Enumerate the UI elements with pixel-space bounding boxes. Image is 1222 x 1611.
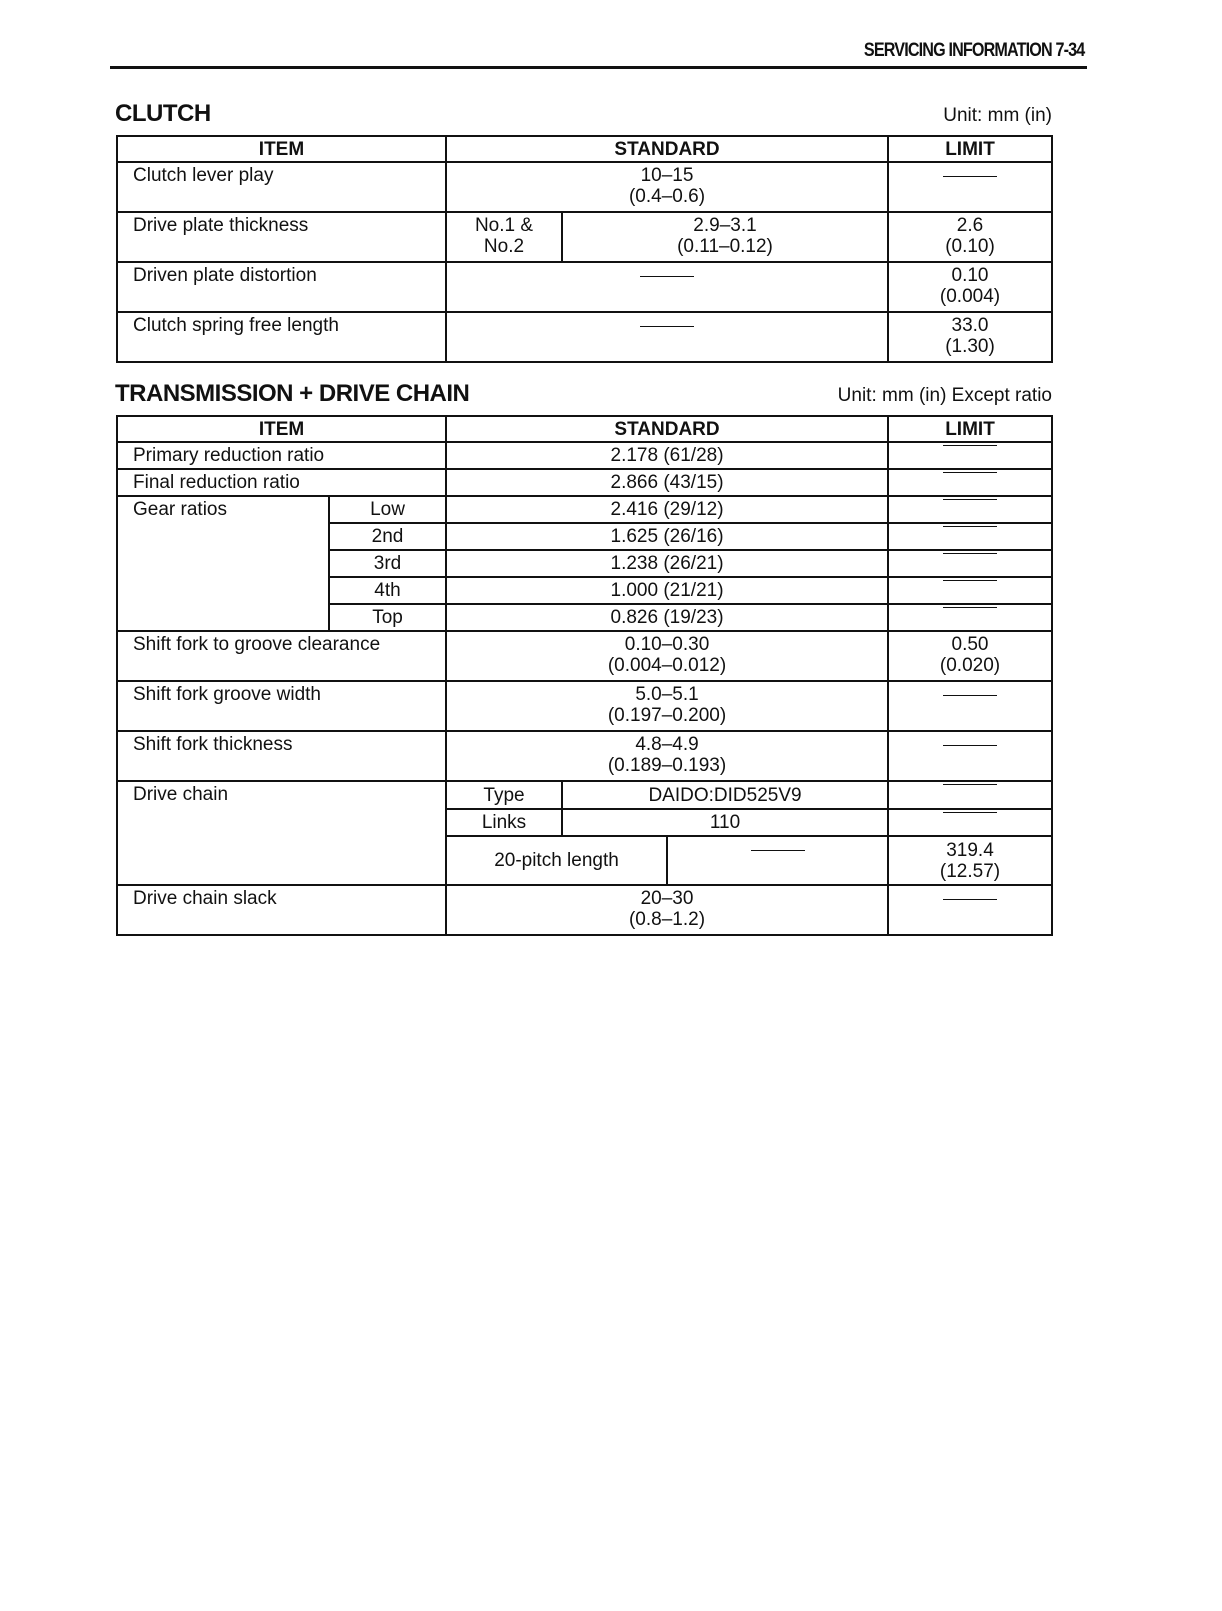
none-dash bbox=[943, 812, 997, 834]
standard-cell: DAIDO:DID525V9 bbox=[562, 781, 888, 809]
standard-cell bbox=[446, 681, 888, 731]
limit-cell bbox=[888, 836, 1052, 885]
clutch-unit: Unit: mm (in) bbox=[943, 105, 1052, 126]
value-in: (0.11–0.12) bbox=[677, 236, 773, 257]
sub-label: 20-pitch length bbox=[446, 836, 667, 885]
limit-cell bbox=[888, 469, 1052, 496]
item-cell: Shift fork groove width bbox=[117, 681, 446, 731]
limit-cell bbox=[888, 781, 1052, 809]
value-mm: 33.0 bbox=[951, 315, 989, 336]
item-cell: Clutch lever play bbox=[117, 162, 446, 212]
sub-cell bbox=[446, 212, 562, 262]
standard-cell: 0.826 (19/23) bbox=[446, 604, 888, 631]
clutch-table bbox=[116, 135, 1053, 363]
value-in: (0.8–1.2) bbox=[628, 909, 706, 930]
limit-cell bbox=[888, 442, 1052, 469]
table-row bbox=[117, 469, 1052, 496]
value-mm: 4.8–4.9 bbox=[635, 734, 699, 755]
item-cell: Drive plate thickness bbox=[117, 212, 446, 262]
standard-cell: 2.866 (43/15) bbox=[446, 469, 888, 496]
value-in: (0.004–0.012) bbox=[607, 655, 727, 676]
table-row bbox=[117, 496, 1052, 523]
none-dash bbox=[943, 526, 997, 548]
transmission-unit: Unit: mm (in) Except ratio bbox=[837, 385, 1052, 406]
none-dash bbox=[943, 499, 997, 521]
standard-cell bbox=[446, 885, 888, 935]
standard-cell bbox=[446, 731, 888, 781]
standard-cell: 1.000 (21/21) bbox=[446, 577, 888, 604]
value-mm: 0.10–0.30 bbox=[624, 634, 710, 655]
value-mm: 10–15 bbox=[640, 165, 694, 186]
col-item: ITEM bbox=[117, 136, 446, 162]
table-row bbox=[117, 162, 1052, 212]
gear-cell: Top bbox=[329, 604, 446, 631]
transmission-title: TRANSMISSION + DRIVE CHAIN bbox=[115, 380, 470, 407]
limit-cell bbox=[888, 162, 1052, 212]
item-cell: Driven plate distortion bbox=[117, 262, 446, 312]
sub-label: No.2 bbox=[483, 236, 525, 257]
item-cell: Drive chain bbox=[117, 781, 446, 885]
sub-label: No.1 & bbox=[474, 215, 534, 236]
limit-cell bbox=[888, 681, 1052, 731]
item-cell: Drive chain slack bbox=[117, 885, 446, 935]
value-in: (0.10) bbox=[945, 236, 995, 257]
none-dash bbox=[751, 850, 805, 872]
gear-cell: Low bbox=[329, 496, 446, 523]
item-cell: Shift fork to groove clearance bbox=[117, 631, 446, 681]
item-cell: Primary reduction ratio bbox=[117, 442, 446, 469]
gear-cell: 4th bbox=[329, 577, 446, 604]
gear-cell: 2nd bbox=[329, 523, 446, 550]
value-in: (0.4–0.6) bbox=[628, 186, 706, 207]
standard-cell bbox=[446, 312, 888, 362]
none-dash bbox=[943, 784, 997, 806]
table-row bbox=[117, 885, 1052, 935]
item-cell: Clutch spring free length bbox=[117, 312, 446, 362]
limit-cell bbox=[888, 631, 1052, 681]
standard-cell: 1.625 (26/16) bbox=[446, 523, 888, 550]
col-limit: LIMIT bbox=[888, 416, 1052, 442]
clutch-title: CLUTCH bbox=[115, 100, 211, 127]
standard-cell: 2.416 (29/12) bbox=[446, 496, 888, 523]
table-row bbox=[117, 681, 1052, 731]
standard-cell: 2.178 (61/28) bbox=[446, 442, 888, 469]
limit-cell bbox=[888, 523, 1052, 550]
limit-cell bbox=[888, 604, 1052, 631]
none-dash bbox=[943, 745, 997, 767]
value-in: (0.197–0.200) bbox=[607, 705, 727, 726]
value-mm: 0.50 bbox=[951, 634, 989, 655]
value-mm: 5.0–5.1 bbox=[635, 684, 699, 705]
limit-cell bbox=[888, 262, 1052, 312]
value-mm: 2.9–3.1 bbox=[693, 215, 757, 236]
none-dash bbox=[640, 276, 694, 298]
limit-cell bbox=[888, 312, 1052, 362]
none-dash bbox=[943, 695, 997, 717]
value-in: (0.020) bbox=[939, 655, 1001, 676]
none-dash bbox=[943, 445, 997, 467]
item-cell: Final reduction ratio bbox=[117, 469, 446, 496]
limit-cell bbox=[888, 885, 1052, 935]
value-in: (0.004) bbox=[939, 286, 1001, 307]
standard-cell bbox=[446, 631, 888, 681]
value-in: (0.189–0.193) bbox=[607, 755, 727, 776]
standard-cell bbox=[446, 162, 888, 212]
table-row bbox=[117, 262, 1052, 312]
value-mm: 20–30 bbox=[640, 888, 694, 909]
item-cell: Gear ratios bbox=[117, 496, 329, 631]
sub-label: Links bbox=[446, 809, 562, 836]
table-row bbox=[117, 442, 1052, 469]
header-rule bbox=[110, 66, 1087, 69]
limit-cell bbox=[888, 809, 1052, 836]
value-mm: 319.4 bbox=[946, 839, 994, 861]
standard-cell bbox=[446, 262, 888, 312]
standard-cell: 1.238 (26/21) bbox=[446, 550, 888, 577]
standard-cell bbox=[562, 212, 888, 262]
table-row bbox=[117, 731, 1052, 781]
none-dash bbox=[943, 553, 997, 575]
limit-cell bbox=[888, 577, 1052, 604]
running-header: SERVICING INFORMATION 7-34 bbox=[863, 40, 1084, 61]
standard-cell bbox=[667, 836, 888, 885]
col-limit: LIMIT bbox=[888, 136, 1052, 162]
table-row bbox=[117, 312, 1052, 362]
value-in: (1.30) bbox=[945, 336, 995, 357]
value-mm: 2.6 bbox=[956, 215, 984, 236]
none-dash bbox=[943, 176, 997, 198]
col-standard: STANDARD bbox=[446, 416, 888, 442]
value-in: (12.57) bbox=[939, 860, 1001, 882]
gear-cell: 3rd bbox=[329, 550, 446, 577]
standard-cell: 110 bbox=[562, 809, 888, 836]
col-item: ITEM bbox=[117, 416, 446, 442]
limit-cell bbox=[888, 731, 1052, 781]
table-row bbox=[117, 631, 1052, 681]
value-mm: 0.10 bbox=[951, 265, 989, 286]
none-dash bbox=[943, 607, 997, 629]
limit-cell bbox=[888, 496, 1052, 523]
col-standard: STANDARD bbox=[446, 136, 888, 162]
item-cell: Shift fork thickness bbox=[117, 731, 446, 781]
table-row bbox=[117, 212, 1052, 262]
none-dash bbox=[943, 899, 997, 921]
table-row bbox=[117, 781, 1052, 809]
sub-label: Type bbox=[446, 781, 562, 809]
limit-cell bbox=[888, 212, 1052, 262]
limit-cell bbox=[888, 550, 1052, 577]
none-dash bbox=[640, 326, 694, 348]
none-dash bbox=[943, 472, 997, 494]
none-dash bbox=[943, 580, 997, 602]
transmission-table bbox=[116, 415, 1053, 936]
